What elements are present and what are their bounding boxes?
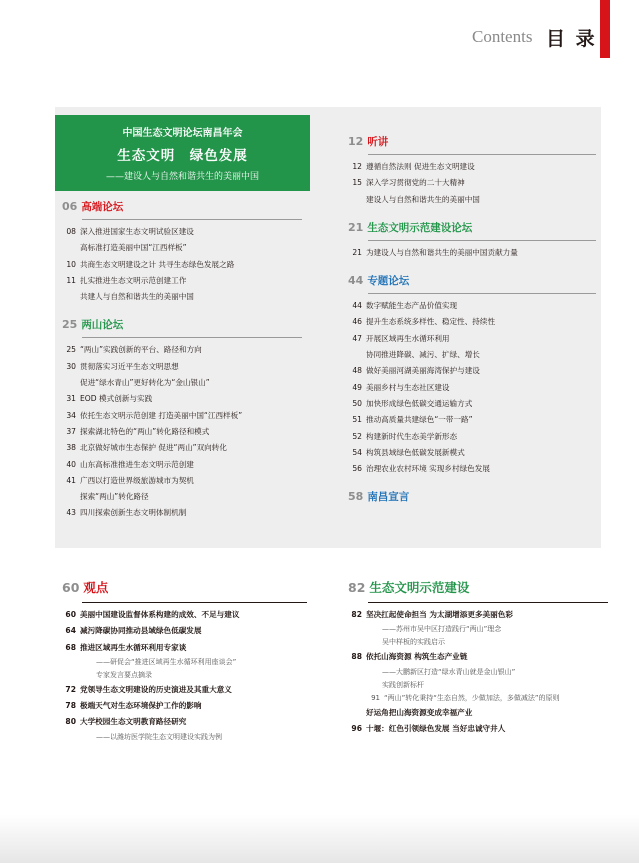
toc-entry[interactable] bbox=[62, 607, 307, 623]
entry-title: 构建新时代生态美学新形态 bbox=[366, 431, 458, 441]
section-divider bbox=[82, 337, 302, 338]
entry-page-number: 40 bbox=[66, 459, 76, 469]
entry-page-number: 82 bbox=[351, 610, 362, 619]
entry-page-number: 41 bbox=[66, 475, 76, 485]
toc-entry[interactable] bbox=[62, 473, 302, 489]
toc-section bbox=[62, 317, 302, 521]
section-title bbox=[62, 578, 307, 598]
toc-entry[interactable] bbox=[348, 692, 608, 705]
toc-entry[interactable] bbox=[348, 159, 596, 175]
entry-page-number: 46 bbox=[352, 317, 362, 327]
entry-title: 建设人与自然和谐共生的美丽中国 bbox=[366, 194, 480, 204]
entry-title: 加快形成绿色低碳交通运输方式 bbox=[366, 398, 473, 408]
entry-page-number: 21 bbox=[352, 247, 362, 257]
section-title bbox=[62, 199, 302, 215]
toc-entry[interactable] bbox=[348, 298, 596, 314]
toc-entry[interactable] bbox=[62, 698, 307, 714]
entry-title: EOD 模式创新与实践 bbox=[80, 394, 153, 404]
entry-title: “两山”实践创新的平台、路径和方向 bbox=[80, 345, 202, 355]
section-page-number: 44 bbox=[348, 274, 364, 288]
entry-title: 共建人与自然和谐共生的美丽中国 bbox=[80, 292, 194, 302]
entry-title: 减污降碳协同推动县域绿色低碳发展 bbox=[80, 626, 202, 636]
entry-page-number: 50 bbox=[352, 398, 362, 408]
entry-page-number: 48 bbox=[352, 366, 362, 376]
entry-page-number: 49 bbox=[352, 382, 362, 392]
entry-title: 促进“绿水青山”更好转化为“金山银山” bbox=[80, 378, 210, 388]
entry-title: 大学校园生态文明教育路径研究 bbox=[80, 717, 187, 727]
entry-title: 党领导生态文明建设的历史演进及其重大意义 bbox=[80, 684, 232, 694]
entry-title: 广西以打造世界级旅游城市为契机 bbox=[80, 475, 194, 485]
toc-section bbox=[348, 134, 596, 208]
entry-page-number: 78 bbox=[65, 701, 76, 711]
section-name: 专题论坛 bbox=[367, 275, 410, 288]
section-name: 生态文明示范建设 bbox=[369, 580, 470, 595]
entry-title: ——以潍坊医学院生态文明建设实践为例 bbox=[96, 732, 222, 741]
section-title bbox=[348, 134, 596, 150]
entry-title: 专家发言要点摘录 bbox=[96, 670, 152, 679]
toc-section bbox=[348, 578, 608, 737]
toc-entry[interactable] bbox=[348, 705, 608, 721]
entry-title: 高标准打造美丽中国“江西样板” bbox=[80, 243, 187, 253]
entry-title: 美丽乡村与生态社区建设 bbox=[366, 382, 450, 392]
toc-entry[interactable] bbox=[62, 669, 307, 682]
section-name: 生态文明示范建设论坛 bbox=[367, 221, 473, 234]
section-page-number: 25 bbox=[62, 318, 78, 332]
page-bottom-shade bbox=[0, 815, 639, 863]
toc-entry[interactable] bbox=[348, 412, 596, 428]
toc-entry[interactable] bbox=[348, 461, 596, 477]
entry-title: 贯彻落实习近平生态文明思想 bbox=[80, 361, 179, 371]
entry-title: 探索“两山”转化路径 bbox=[80, 492, 149, 502]
toc-entry[interactable] bbox=[62, 656, 307, 669]
entry-title: 做好美丽河湖美丽海湾保护与建设 bbox=[366, 366, 480, 376]
section-page-number: 82 bbox=[348, 580, 366, 595]
entry-page-number: 38 bbox=[66, 443, 76, 453]
toc-entry[interactable] bbox=[62, 489, 302, 505]
toc-entry[interactable] bbox=[62, 408, 302, 424]
forum-banner bbox=[55, 115, 310, 191]
toc-entry[interactable] bbox=[62, 640, 307, 656]
section-name: 高端论坛 bbox=[81, 201, 124, 213]
toc-entry[interactable] bbox=[62, 457, 302, 473]
banner-line-3: ——建设人与自然和谐共生的美丽中国 bbox=[105, 172, 259, 182]
section-page-number: 58 bbox=[348, 490, 364, 504]
entry-page-number: 11 bbox=[66, 275, 76, 285]
toc-entry[interactable] bbox=[348, 721, 608, 737]
section-divider bbox=[368, 293, 596, 294]
toc-entry[interactable] bbox=[348, 363, 596, 379]
section-divider bbox=[82, 602, 307, 603]
banner-line-2: 生态文明 绿色发展 bbox=[117, 148, 248, 164]
entry-title: 为建设人与自然和谐共生的美丽中国贡献力量 bbox=[366, 247, 518, 257]
entry-title: 美丽中国建设监督体系构建的成效、不足与建议 bbox=[80, 610, 240, 619]
entry-title: 吴中样板的实践启示 bbox=[382, 638, 445, 647]
toc-section bbox=[62, 199, 302, 305]
toc-section bbox=[348, 489, 596, 505]
banner-line-1: 中国生态文明论坛南昌年会 bbox=[122, 128, 243, 139]
entry-title: 推动高质量共建绿色“一带一路” bbox=[366, 415, 473, 425]
toc-entry[interactable] bbox=[348, 175, 596, 191]
section-page-number: 21 bbox=[348, 220, 364, 234]
entry-title: 开展区域再生水循环利用 bbox=[366, 333, 450, 343]
entry-page-number: 96 bbox=[351, 723, 362, 733]
entry-page-number: 60 bbox=[65, 610, 76, 619]
entry-page-number: 43 bbox=[66, 508, 76, 518]
entry-title: 共商生态文明建设之计 共寻生态绿色发展之路 bbox=[80, 259, 235, 269]
toc-entry[interactable] bbox=[62, 731, 307, 744]
entry-title: 依托山海资源 构筑生态产业链 bbox=[366, 652, 468, 662]
entry-title: “两山”转化秉持“生态自然，少做加法，多做减法”的原则 bbox=[384, 693, 560, 702]
toc-entry[interactable] bbox=[62, 257, 302, 273]
entry-title: 实践创新标杆 bbox=[382, 680, 424, 689]
left-column bbox=[62, 199, 302, 522]
header-chinese-title: 目 录 bbox=[546, 28, 597, 50]
entry-page-number: 80 bbox=[65, 717, 76, 727]
entry-page-number: 31 bbox=[66, 394, 76, 404]
toc-entry[interactable] bbox=[62, 623, 307, 639]
entry-page-number: 52 bbox=[352, 431, 362, 441]
entry-title: 坚决扛起使命担当 为太湖增添更多美丽色彩 bbox=[366, 610, 513, 619]
entry-title: 山东高标准推进生态文明示范创建 bbox=[80, 459, 194, 469]
toc-entry[interactable] bbox=[62, 682, 307, 698]
toc-entry[interactable] bbox=[62, 440, 302, 456]
entry-page-number: 68 bbox=[65, 642, 76, 652]
section-name: 观点 bbox=[83, 580, 109, 595]
section-title bbox=[348, 489, 596, 505]
right-column bbox=[348, 134, 596, 505]
section-divider bbox=[368, 154, 596, 155]
toc-entry[interactable] bbox=[348, 429, 596, 445]
toc-entry[interactable] bbox=[62, 289, 302, 305]
toc-entry[interactable] bbox=[348, 380, 596, 396]
toc-entry[interactable] bbox=[62, 240, 302, 256]
entry-page-number: 10 bbox=[66, 259, 76, 269]
entry-title: 深入学习贯彻党的二十大精神 bbox=[366, 178, 465, 188]
toc-section bbox=[348, 220, 596, 261]
entry-page-number: 12 bbox=[352, 162, 362, 171]
toc-entry[interactable] bbox=[348, 314, 596, 330]
entry-page-number: 54 bbox=[352, 447, 362, 457]
entry-page-number: 08 bbox=[66, 227, 76, 236]
section-title bbox=[348, 220, 596, 236]
entry-page-number: 15 bbox=[352, 178, 362, 188]
entry-title: 治理农业农村环境 实现乡村绿色发展 bbox=[366, 464, 490, 474]
toc-entry[interactable] bbox=[62, 424, 302, 440]
entry-page-number: 34 bbox=[66, 410, 76, 420]
toc-entry[interactable] bbox=[62, 375, 302, 391]
toc-entry[interactable] bbox=[348, 396, 596, 412]
toc-entry[interactable] bbox=[348, 192, 596, 208]
section-name: 听讲 bbox=[367, 136, 389, 148]
section-title bbox=[348, 273, 596, 289]
entry-title: 协同推进降碳、减污、扩绿、增长 bbox=[366, 350, 480, 360]
entry-page-number: 72 bbox=[65, 684, 76, 694]
entry-title: 探索湖北特色的“两山”转化路径和模式 bbox=[80, 426, 210, 436]
toc-entry[interactable] bbox=[348, 245, 596, 261]
toc-entry[interactable] bbox=[348, 445, 596, 461]
entry-page-number: 88 bbox=[351, 652, 362, 662]
toc-entry[interactable] bbox=[62, 224, 302, 240]
entry-page-number: 30 bbox=[66, 361, 76, 371]
entry-page-number: 37 bbox=[66, 426, 76, 436]
entry-title: 扎实推进生态文明示范创建工作 bbox=[80, 275, 187, 285]
entry-title: 好运角把山海资源变成幸福产业 bbox=[366, 707, 473, 717]
entry-title: 深入推进国家生态文明试验区建设 bbox=[80, 227, 194, 236]
toc-entry[interactable] bbox=[348, 623, 608, 636]
section-divider bbox=[368, 240, 596, 241]
toc-entry[interactable] bbox=[348, 679, 608, 692]
section-divider bbox=[368, 602, 608, 603]
toc-entry[interactable] bbox=[62, 359, 302, 375]
section-divider bbox=[82, 219, 302, 220]
toc-entry[interactable] bbox=[62, 342, 302, 358]
bottom-right-column bbox=[348, 578, 608, 737]
entry-title: 依托生态文明示范创建 打造美丽中国“江西样板” bbox=[80, 410, 243, 420]
section-page-number: 12 bbox=[348, 135, 364, 148]
toc-section bbox=[348, 273, 596, 477]
entry-page-number: 44 bbox=[352, 301, 362, 311]
section-page-number: 06 bbox=[62, 200, 78, 213]
toc-entry[interactable] bbox=[348, 649, 608, 665]
entry-title: 北京做好城市生态保护 促进“两山”双向转化 bbox=[80, 443, 227, 453]
entry-page-number: 91 bbox=[371, 693, 380, 702]
entry-title: 遵循自然法则 促进生态文明建设 bbox=[366, 162, 475, 171]
entry-page-number: 47 bbox=[352, 333, 362, 343]
entry-title: 极端天气对生态环境保护工作的影响 bbox=[80, 701, 202, 711]
entry-title: ——研促会“推进区域再生水循环利用座谈会” bbox=[96, 657, 237, 666]
entry-title: 数字赋能生态产品价值实现 bbox=[366, 301, 458, 311]
header-english-title: Contents bbox=[472, 27, 533, 46]
entry-title: ——大鹏新区打造“绿水青山就是金山银山” bbox=[382, 667, 516, 676]
toc-entry[interactable] bbox=[62, 714, 307, 730]
toc-entry[interactable] bbox=[62, 273, 302, 289]
toc-entry[interactable] bbox=[62, 391, 302, 407]
header-accent-bar bbox=[600, 0, 610, 58]
bottom-left-column bbox=[62, 578, 307, 744]
toc-entry[interactable] bbox=[62, 505, 302, 521]
entry-page-number: 56 bbox=[352, 464, 362, 474]
toc-entry[interactable] bbox=[348, 607, 608, 623]
toc-section bbox=[62, 578, 307, 744]
entry-page-number: 51 bbox=[352, 415, 362, 425]
entry-title: 构筑县域绿色低碳发展新模式 bbox=[366, 447, 465, 457]
entry-page-number: 25 bbox=[66, 345, 76, 355]
section-title bbox=[348, 578, 608, 598]
section-page-number: 60 bbox=[62, 580, 80, 595]
entry-page-number: 64 bbox=[65, 626, 76, 636]
section-title bbox=[62, 317, 302, 333]
toc-entry[interactable] bbox=[348, 331, 596, 347]
toc-entry[interactable] bbox=[348, 666, 608, 679]
section-name: 两山论坛 bbox=[81, 319, 124, 332]
section-name: 南昌宣言 bbox=[367, 491, 410, 504]
toc-entry[interactable] bbox=[348, 347, 596, 363]
toc-entry[interactable] bbox=[348, 636, 608, 649]
entry-title: 十堰：红色引领绿色发展 当好忠诚守井人 bbox=[366, 723, 506, 733]
entry-title: 推进区域再生水循环利用专家谈 bbox=[80, 642, 187, 652]
entry-title: 提升生态系统多样性、稳定性、持续性 bbox=[366, 317, 496, 327]
entry-title: 四川探索创新生态文明体制机制 bbox=[80, 508, 187, 518]
entry-title: ——苏州市吴中区打造践行“两山”理念 bbox=[382, 625, 502, 634]
